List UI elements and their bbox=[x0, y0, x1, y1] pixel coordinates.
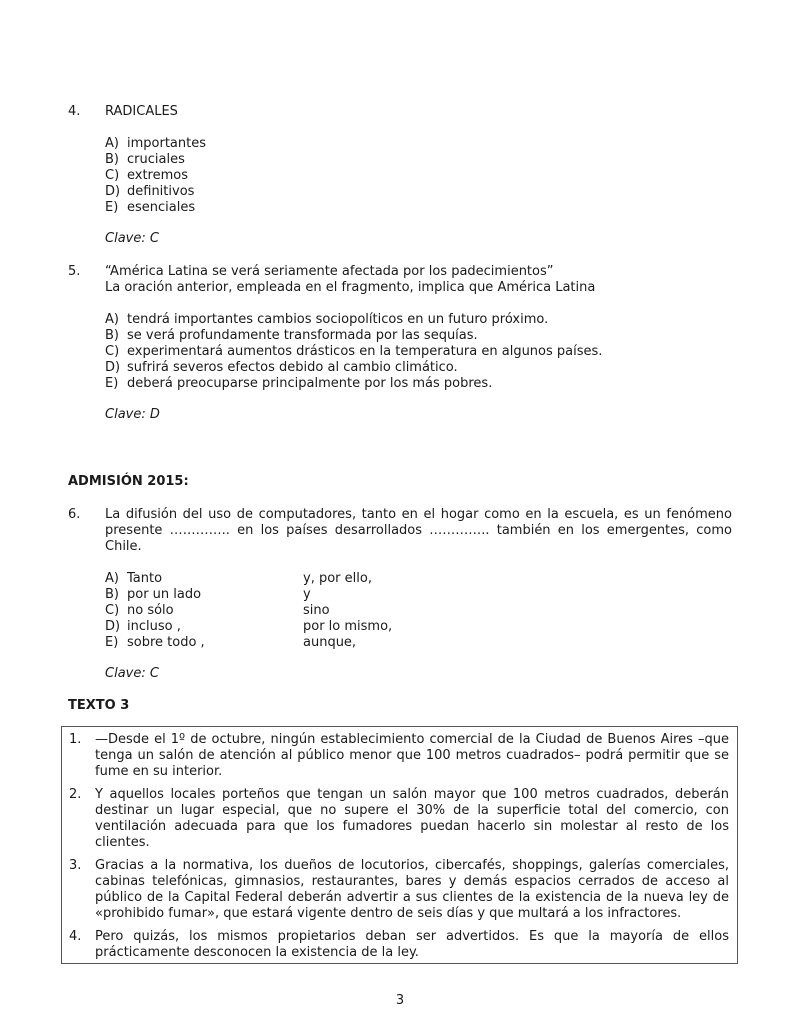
option-d: D) incluso , por lo mismo, bbox=[105, 619, 393, 634]
option-c: C) no sólo sino bbox=[105, 603, 330, 618]
option-d: D) definitivos bbox=[105, 184, 195, 199]
question-prompt: La oración anterior, empleada en el fragmento, implica que América Latina bbox=[105, 280, 596, 295]
answer-key: Clave: D bbox=[105, 407, 160, 422]
option-d: D) sufrirá severos efectos debido al cambio climático. bbox=[105, 360, 458, 375]
option-c: C) experimentará aumentos drásticos en la temperatura en algunos países. bbox=[105, 344, 603, 359]
question-stem: La difusión del uso de computadores, tanto en el hogar como en la escuela, es un fenómeno presente ………….. en los países desarrollados ………….. también en los emergentes, como Chile. bbox=[105, 507, 732, 554]
paragraph-number: 2. bbox=[69, 787, 82, 802]
section-heading-admision: ADMISIÓN 2015: bbox=[68, 474, 189, 489]
question-number: 6. bbox=[68, 507, 81, 522]
text-paragraph bbox=[69, 929, 729, 961]
options-list bbox=[105, 136, 732, 216]
options-list bbox=[105, 312, 732, 392]
option-a: A) Tanto y, por ello, bbox=[105, 571, 372, 586]
option-c: C) extremos bbox=[105, 168, 189, 183]
option-e: E) esenciales bbox=[105, 200, 196, 215]
paragraph-text: Pero quizás, los mismos propietarios deban ser advertidos. Es que la mayoría de ellos prácticamente desconocen la existencia de la ley. bbox=[95, 929, 729, 960]
question-word: RADICALES bbox=[105, 104, 178, 119]
paragraph-number: 3. bbox=[69, 858, 82, 873]
option-e: E) sobre todo , aunque, bbox=[105, 635, 357, 650]
question-number: 5. bbox=[68, 264, 81, 279]
option-b: B) por un lado y bbox=[105, 587, 311, 602]
question-5 bbox=[68, 264, 732, 423]
answer-key: Clave: C bbox=[105, 231, 159, 246]
answer-key: Clave: C bbox=[105, 666, 159, 681]
question-4 bbox=[68, 104, 732, 247]
paragraph-text: Gracias a la normativa, los dueños de locutorios, cibercafés, shoppings, galerías comerciales, cabinas telefónicas, gimnasios, restaurantes, bares y demás espacios cerrados de acceso al público de la Capital Federal deberán advertir a sus clientes de la existencia de la nueva ley de «prohibido fumar», que estará vigente dentro de seis días y que multará a los infractores. bbox=[95, 858, 729, 921]
text-paragraph bbox=[69, 732, 729, 780]
paragraph-text: Y aquellos locales porteños que tengan un salón mayor que 100 metros cuadrados, deberán destinar un lugar especial, que no supere el 30% de la superficie total del comercio, con ventilación adecuada para que los fumadores puedan hacerlo sin molestar al resto de los clientes. bbox=[95, 787, 729, 850]
text-box bbox=[61, 726, 738, 964]
option-a: A) importantes bbox=[105, 136, 206, 151]
text-paragraph bbox=[69, 787, 729, 851]
question-number: 4. bbox=[68, 104, 81, 119]
options-list bbox=[105, 571, 732, 651]
paragraph-number: 1. bbox=[69, 732, 82, 747]
page-number: 3 bbox=[395, 993, 405, 1008]
question-6 bbox=[68, 507, 732, 682]
text-paragraph bbox=[69, 858, 729, 922]
option-b: B) se verá profundamente transformada por las sequías. bbox=[105, 328, 478, 343]
paragraph-number: 4. bbox=[69, 929, 82, 944]
option-b: B) cruciales bbox=[105, 152, 185, 167]
option-e: E) deberá preocuparse principalmente por los más pobres. bbox=[105, 376, 493, 391]
section-heading-texto: TEXTO 3 bbox=[68, 698, 130, 713]
paragraph-text: —Desde el 1º de octubre, ningún establecimiento comercial de la Ciudad de Buenos Aires –que tenga un salón de atención al público menor que 100 metros cuadrados– podrá permitir que se fume en su interior. bbox=[95, 732, 729, 779]
question-quote: “América Latina se verá seriamente afectada por los padecimientos” bbox=[105, 264, 554, 279]
option-a: A) tendrá importantes cambios sociopolíticos en un futuro próximo. bbox=[105, 312, 549, 327]
